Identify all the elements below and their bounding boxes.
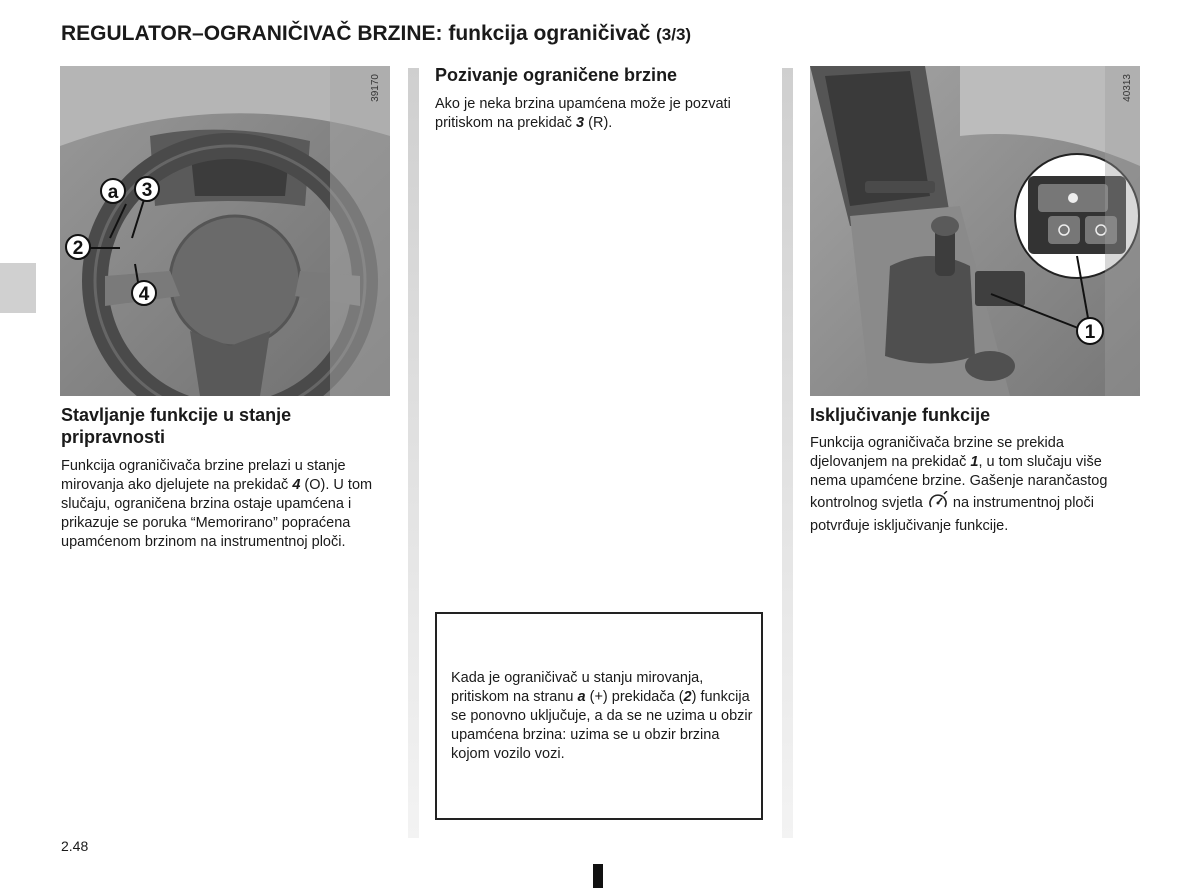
standby-text-start: Funkcija ograničivača brzine prelazi u stanje mirovanja ako djelujete na prekidač [61,458,346,493]
callout-1-label: 1 [1084,322,1096,343]
switch-1-ref: 1 [970,454,979,470]
deactivation-text-start: Funkcija ograničivača brzine se prekida djelovanjem na prekidač [810,435,1064,470]
callout-a [101,179,125,203]
callout-3-label: 3 [141,180,153,201]
note-box [435,612,763,820]
note-text-part3: ) funkcija se ponovno uključuje, a da se ne uzima u obzir upamćena brzina: uzima se u obzir brzina kojom vozilo vozi. [451,689,753,762]
callout-4-label: 4 [138,284,150,305]
recall-paragraph [435,95,765,133]
recall-text-end: (R). [584,115,613,131]
page-title [61,22,691,46]
steering-wheel-figure [60,66,390,396]
switch-4-ref: 4 [292,477,301,493]
recall-heading: Pozivanje ograničene brzine [435,65,678,85]
standby-text-end: (O). U tom slučaju, ograničena brzina ostaje upamćena i prikazuje se poruka “Memorirano” popraćena upamćenom brzinom na instrumentnoj ploči. [61,477,373,550]
deactivation-paragraph [810,434,1142,536]
recall-text-start: Ako je neka brzina upamćena može je pozvati pritiskom na prekidač [435,96,731,131]
callout-1 [1077,318,1103,344]
switch-3-ref: 3 [576,115,585,131]
page-number: 2.48 [61,838,89,854]
page-part-indicator: (3/3) [656,25,692,44]
note-switch-2: 2 [683,689,692,705]
console-callouts [810,66,1140,396]
page-edge-marker [593,864,603,888]
column-divider-left [408,68,419,838]
page-title-text: REGULATOR–OGRANIČIVAČ BRZINE: funkcija ograničivač [61,22,651,45]
note-text [451,669,753,764]
note-text-part1: Kada je ograničivač u stanju mirovanja, pritiskom na stranu [451,670,704,705]
column-divider-right [782,68,793,838]
steering-wheel-callouts [60,66,390,396]
standby-paragraph [61,457,391,552]
standby-heading: Stavljanje funkcije u stanje pripravnosti [61,405,292,447]
note-side-a: a [577,689,586,705]
section-tab [0,263,36,313]
callout-3 [135,177,159,201]
callout-2-label: 2 [72,238,84,259]
speed-limiter-warning-icon [927,491,949,517]
deactivation-text-middle: , u tom slučaju više nema upamćene brzine. Gašenje narančastog kontrolnog svjetla [810,454,1108,511]
callout-4 [132,281,156,305]
figure-reference-number: 39170 [370,74,381,102]
deactivation-text-end: na instrumentnoj ploči potvrđuje isključivanje funkcije. [810,495,1094,534]
console-switch-figure [810,66,1140,396]
callout-2 [66,235,90,259]
figure-reference-number-2: 40313 [1122,74,1133,102]
note-text-part2: (+) prekidača ( [585,689,684,705]
deactivation-heading: Isključivanje funkcije [810,405,991,425]
callout-a-label: a [107,182,119,203]
